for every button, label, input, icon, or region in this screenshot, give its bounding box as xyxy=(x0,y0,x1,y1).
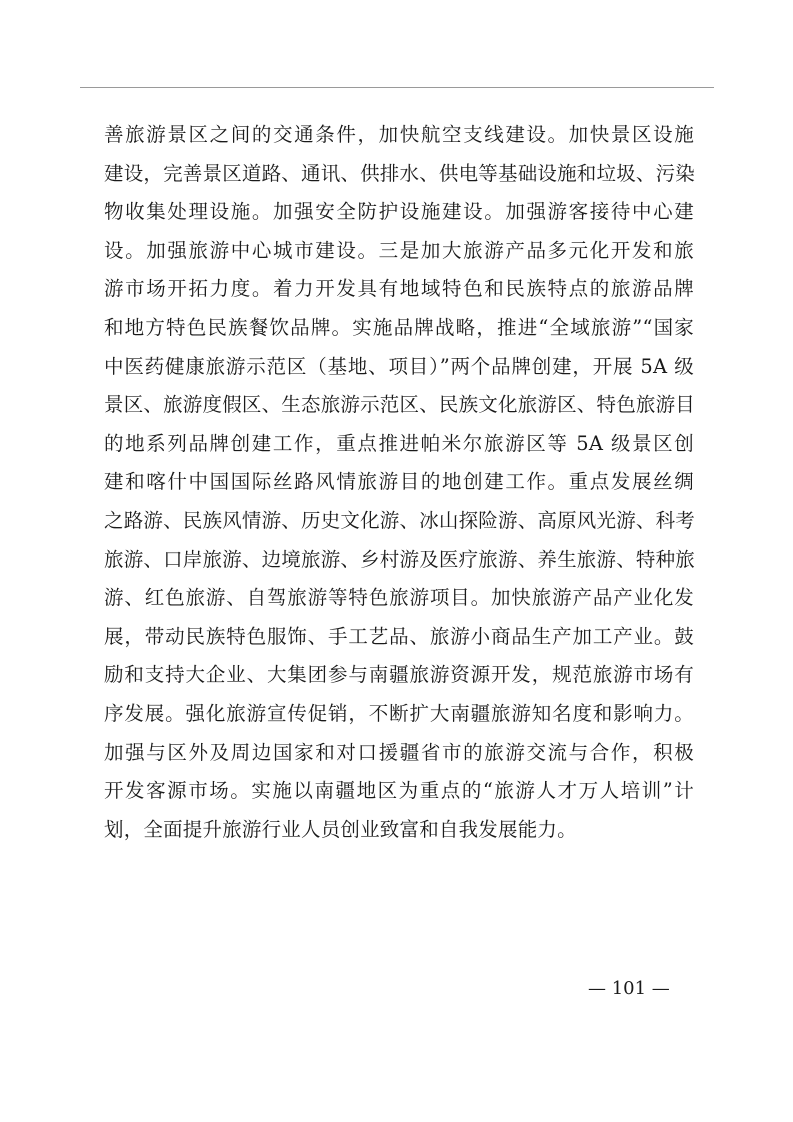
text-line: 善旅游景区之间的交通条件，加快航空支线建设。加快景区设施 xyxy=(104,123,694,146)
text-line: 设。加强旅游中心城市建设。三是加大旅游产品多元化开发和旅 xyxy=(104,238,694,262)
header-rule xyxy=(80,87,714,88)
text-line: 的地系列品牌创建工作，重点推进帕米尔旅游区等 5A 级景区创 xyxy=(104,431,694,455)
text-line: 和地方特色民族餐饮品牌。实施品牌战略，推进“全域旅游”“国家 xyxy=(104,315,694,339)
text-line: 加强与区外及周边国家和对口援疆省市的旅游交流与合作，积极 xyxy=(104,740,694,764)
text-line: 开发客源市场。实施以南疆地区为重点的“旅游人才万人培训”计 xyxy=(104,779,694,803)
text-line: 励和支持大企业、大集团参与南疆旅游资源开发，规范旅游市场有 xyxy=(104,663,694,687)
text-line: 游市场开拓力度。着力开发具有地域特色和民族特点的旅游品牌 xyxy=(104,277,694,301)
text-line: 建设，完善景区道路、通讯、供排水、供电等基础设施和垃圾、污染 xyxy=(104,161,696,185)
body-paragraph xyxy=(104,116,694,849)
page-number: — 101 — xyxy=(588,978,670,999)
text-line: 旅游、口岸旅游、边境旅游、乡村游及医疗旅游、养生旅游、特种旅 xyxy=(104,547,696,571)
text-line: 物收集处理设施。加强安全防护设施建设。加强游客接待中心建 xyxy=(104,200,694,224)
text-line: 游、红色旅游、自驾旅游等特色旅游项目。加快旅游产品产业化发 xyxy=(104,586,694,610)
text-line: 展，带动民族特色服饰、手工艺品、旅游小商品生产加工产业。鼓 xyxy=(104,624,694,648)
text-line: 中医药健康旅游示范区（基地、项目）”两个品牌创建，开展 5A 级 xyxy=(104,354,694,378)
text-line: 建和喀什中国国际丝路风情旅游目的地创建工作。重点发展丝绸 xyxy=(104,470,694,494)
text-line-last: 划，全面提升旅游行业人员创业致富和自我发展能力。 xyxy=(104,817,577,841)
text-line: 序发展。强化旅游宣传促销，不断扩大南疆旅游知名度和影响力。 xyxy=(104,701,694,725)
text-line: 之路游、民族风情游、历史文化游、冰山探险游、高原风光游、科考 xyxy=(104,508,696,532)
text-line: 景区、旅游度假区、生态旅游示范区、民族文化旅游区、特色旅游目 xyxy=(104,393,696,417)
